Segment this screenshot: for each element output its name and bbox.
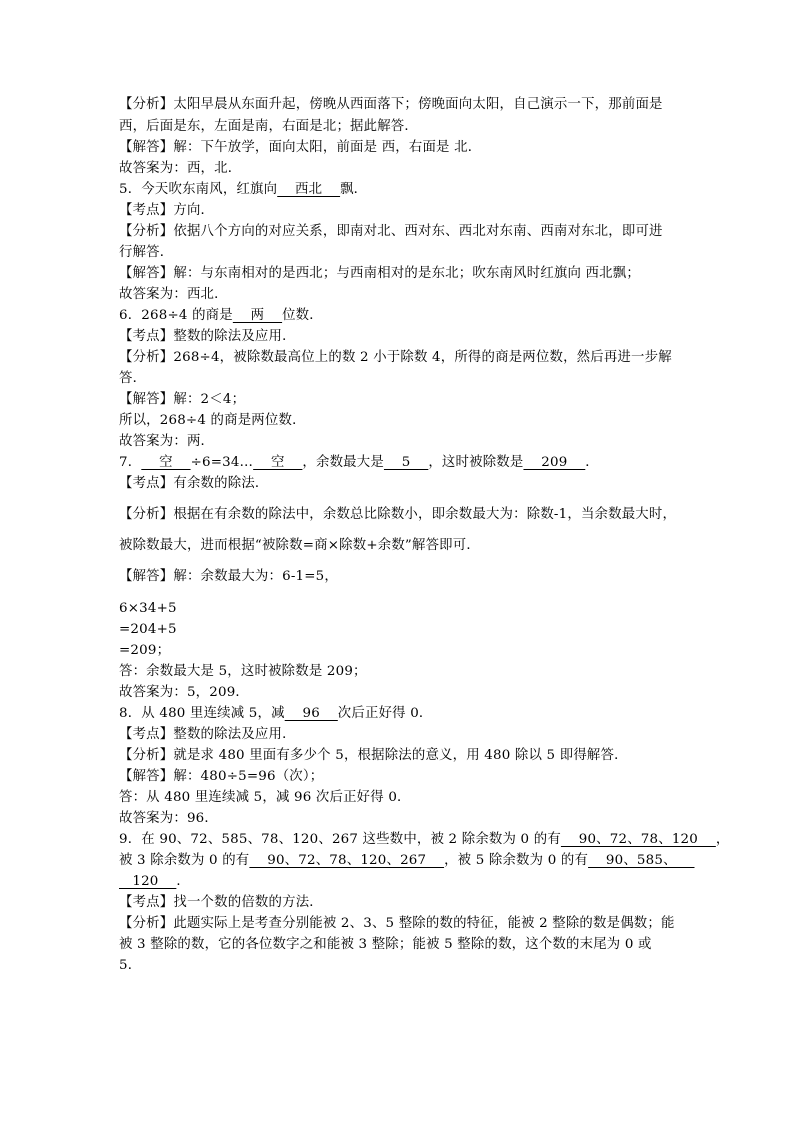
text-segment: 依据八个方向的对应关系，即南对北、西对东、西北对东南、西南对东北，即可进 <box>173 224 663 239</box>
text-line <box>119 202 214 220</box>
text-segment: ． <box>585 455 599 470</box>
answer-blank: 空 <box>141 455 191 470</box>
text-segment: 【考点】 <box>119 727 174 742</box>
text-line <box>119 705 433 723</box>
text-segment: 【解答】 <box>119 569 174 584</box>
answer-blank: 空 <box>253 455 303 470</box>
text-line <box>119 894 323 912</box>
text-segment: 【分析】 <box>119 507 174 522</box>
text-segment: 【解答】 <box>119 392 174 407</box>
text-segment: 解：余数最大为：6-1=5， <box>173 569 338 584</box>
text-segment: 【分析】 <box>119 224 174 239</box>
text-segment: 6．268÷4 的商是 <box>119 308 233 323</box>
text-segment: 8．从 480 里连续减 5，减 <box>119 706 285 721</box>
text-line <box>119 96 663 114</box>
text-segment: 整数的除法及应用． <box>173 329 296 344</box>
text-segment: ，这时被除数是 <box>428 455 524 470</box>
text-segment: 【解答】 <box>119 266 174 281</box>
text-segment: 行解答． <box>119 245 174 260</box>
text-line <box>119 957 141 975</box>
text-segment: 根据在有余数的除法中，余数总比除数小，即余数最大为：除数-1，当余数最大时， <box>173 507 677 522</box>
text-line <box>119 810 218 828</box>
text-line <box>119 244 173 262</box>
text-segment: 解：下午放学，面向太阳，前面是 西，右面是 北． <box>173 140 482 155</box>
text-line <box>119 307 323 325</box>
text-line <box>119 537 480 555</box>
text-segment: 故答案为：5，209． <box>119 685 250 700</box>
answer-blank: 90、72、78、120 <box>560 832 716 847</box>
text-line <box>119 831 729 849</box>
text-segment: 太阳早晨从东面升起，傍晚从西面落下；傍晚面向太阳，自己演示一下，那前面是 <box>173 97 663 112</box>
text-segment: 【考点】 <box>119 895 174 910</box>
text-segment: 答：从 480 里连续减 5，减 96 次后正好得 0． <box>119 790 411 805</box>
text-line <box>119 181 367 199</box>
text-segment: 有余数的除法． <box>173 476 269 491</box>
answer-blank: 209 <box>523 455 586 470</box>
text-line <box>119 600 177 618</box>
text-segment: 【考点】 <box>119 329 174 344</box>
text-segment: 就是求 480 里面有多少个 5，根据除法的意义，用 480 除以 5 即得解答． <box>173 748 628 763</box>
answer-blank: 西北 <box>277 182 341 197</box>
text-line <box>119 642 170 660</box>
text-line <box>119 349 672 367</box>
text-segment: 被除数最大，进而根据“被除数=商×除数+余数”解答即可． <box>119 538 480 553</box>
text-segment: 268÷4，被除数最高位上的数 2 小于除数 4，所得的商是两位数，然后再进一步解 <box>173 350 672 365</box>
text-line <box>119 506 676 524</box>
text-segment: ，被 5 除余数为 0 的有 <box>444 853 589 868</box>
text-segment: 【分析】 <box>119 748 174 763</box>
text-segment: =204+5 <box>119 622 177 637</box>
text-segment: 解：与东南相对的是西北；与西南相对的是东北；吹东南风时红旗向 西北飘； <box>173 266 640 281</box>
text-line <box>119 139 481 157</box>
answer-blank: 90、585、 <box>588 853 695 868</box>
text-line <box>119 621 177 639</box>
text-segment: 【分析】 <box>119 916 174 931</box>
text-segment: 此题实际上是考查分别能被 2、3、5 整除的数的特征，能被 2 整除的数是偶数；能 <box>173 916 675 931</box>
answer-blank: 两 <box>232 308 283 323</box>
text-segment: 【考点】 <box>119 476 174 491</box>
text-line <box>119 747 628 765</box>
text-line <box>119 454 599 472</box>
text-line <box>119 915 675 933</box>
text-segment: 解：2＜4； <box>173 392 246 407</box>
text-segment: 5． <box>119 958 142 973</box>
text-segment: 次后正好得 0． <box>337 706 433 721</box>
text-line <box>119 768 323 786</box>
text-line <box>119 160 241 178</box>
text-segment: 【解答】 <box>119 140 174 155</box>
text-segment: 7． <box>119 455 142 470</box>
text-segment: 方向． <box>173 203 215 218</box>
text-segment: 【分析】 <box>119 350 174 365</box>
text-segment: 所以，268÷4 的商是两位数． <box>119 413 306 428</box>
answer-blank: 5 <box>383 455 429 470</box>
text-line <box>119 391 245 409</box>
text-segment: =209； <box>119 643 171 658</box>
text-line <box>119 726 296 744</box>
text-line <box>119 475 269 493</box>
text-line <box>119 663 367 681</box>
text-segment: 6×34+5 <box>119 601 177 616</box>
text-segment: 故答案为：96． <box>119 811 218 826</box>
text-segment: ． <box>176 874 190 889</box>
text-line <box>119 286 228 304</box>
text-segment: 找一个数的倍数的方法． <box>173 895 323 910</box>
text-line <box>119 370 146 388</box>
text-segment: 位数． <box>282 308 323 323</box>
text-segment: 故答案为：西北． <box>119 287 228 302</box>
text-line <box>119 223 663 241</box>
text-segment: 【考点】 <box>119 203 174 218</box>
text-segment: 被 3 整除的数，它的各位数字之和能被 3 整除；能被 5 整除的数，这个数的末尾为 0 或 <box>119 937 652 952</box>
text-line <box>119 568 338 586</box>
text-segment: ，余数最大是 <box>302 455 384 470</box>
text-segment: 【解答】 <box>119 769 174 784</box>
text-segment: 9．在 90、72、585、78、120、267 这些数中，被 2 除余数为 0 的有 <box>119 832 561 847</box>
text-line <box>119 328 296 346</box>
answer-blank: 90、72、78、120、267 <box>249 853 445 868</box>
text-line <box>119 433 214 451</box>
text-line <box>119 852 695 870</box>
text-segment: ， <box>715 832 730 847</box>
text-segment: 故答案为：西，北． <box>119 161 242 176</box>
text-segment: 答． <box>119 371 147 386</box>
text-line <box>119 873 190 891</box>
text-segment: 答：余数最大是 5，这时被除数是 209； <box>119 664 367 679</box>
text-line <box>119 118 418 136</box>
text-segment: ÷6=34… <box>190 455 254 470</box>
text-segment: 被 3 除余数为 0 的有 <box>119 853 250 868</box>
text-segment: 【分析】 <box>119 97 174 112</box>
text-line <box>119 684 249 702</box>
text-line <box>119 265 640 283</box>
answer-blank: 120 <box>119 874 177 889</box>
text-line <box>119 412 306 430</box>
text-segment: 解：480÷5=96（次）； <box>173 769 324 784</box>
answer-blank: 96 <box>284 706 338 721</box>
text-segment: 飘． <box>340 182 368 197</box>
text-segment: 5．今天吹东南风，红旗向 <box>119 182 278 197</box>
text-segment: 整数的除法及应用． <box>173 727 296 742</box>
text-line <box>119 936 652 954</box>
text-line <box>119 789 411 807</box>
text-segment: 故答案为：两． <box>119 434 215 449</box>
text-segment: 西，后面是东，左面是南，右面是北；据此解答． <box>119 119 418 134</box>
